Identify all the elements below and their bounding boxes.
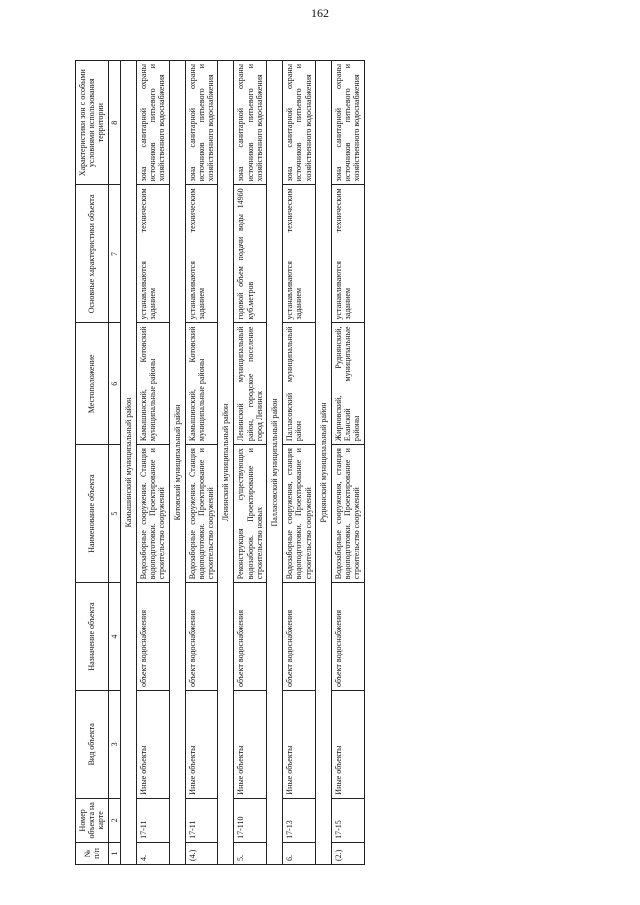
header-cell: Основные характеристики объекта [76,185,109,323]
header-cell: Назначение объекта [76,583,109,691]
section-row [169,61,185,865]
column-number: 8 [108,61,120,185]
header-cell: Вид объекта [76,690,109,798]
map-object-id: 17-13 [283,798,316,842]
row-number: 6. [283,842,316,864]
section-row [218,61,234,865]
object-purpose: объект водоснабжения [331,583,364,691]
table-row [185,61,218,865]
object-characteristics: устанавливаются техническим заданием [136,185,169,323]
header-cell: Характеристики зон с особыми условиями использования территории [76,61,109,185]
object-type: Иные объекты [185,690,218,798]
page-number: 162 [311,6,329,20]
section-title: Палласовский муниципальный район [267,61,283,865]
map-object-id: 17-11 [136,798,169,842]
row-number: (4.) [185,842,218,864]
section-row [120,61,136,865]
object-type: Иные объекты [234,690,267,798]
zone-characteristics: зона санитарной охраны источников питьевого и хозяйственного водоснабжения [331,61,364,185]
header-cell: Местоположение [76,323,109,445]
object-name: Водозаборные сооружения. Станция водоподготовки. Проектирование и строительство сооружений [185,445,218,583]
object-name: Водозаборные сооружения, станция водоподготовки. Проектирование и строительство сооружений [331,445,364,583]
object-characteristics: устанавливаются техническим заданием [331,185,364,323]
column-number: 6 [108,323,120,445]
object-name: Реконструкция существующих водозаборов. Проектирование и строительство новых [234,445,267,583]
object-purpose: объект водоснабжения [185,583,218,691]
table-body [120,61,364,865]
column-number: 7 [108,185,120,323]
column-number: 2 [108,798,120,842]
table-row [136,61,169,865]
row-number: 4. [136,842,169,864]
object-location: Камышинский, Котовский муниципальные районы [185,323,218,445]
section-title: Руднянский муниципальный район [315,61,331,865]
zone-characteristics: зона санитарной охраны источников питьевого и хозяйственного водоснабжения [283,61,316,185]
object-type: Иные объекты [283,690,316,798]
column-number: 3 [108,690,120,798]
object-location: Ленинский муниципальный район, городское поселение город Ленинск [234,323,267,445]
object-type: Иные объекты [331,690,364,798]
object-characteristics: устанавливаются техническим заданием [185,185,218,323]
object-name: Водозаборные сооружения, станция водоподготовки. Проектирование и строительство сооружений [283,445,316,583]
object-name: Водозаборные сооружения. Станция водоподготовки. Проектирование и строительство сооружений [136,445,169,583]
row-number: (2.) [331,842,364,864]
object-characteristics: годовой объем подачи воды 14960 куб.метров [234,185,267,323]
map-object-id: 17-11 [185,798,218,842]
header-cell: Номер объекта на карте [76,798,109,842]
object-purpose: объект водоснабжения [283,583,316,691]
section-row [267,61,283,865]
table-row [331,61,364,865]
column-number-row [108,61,120,865]
zone-characteristics: зона санитарной охраны источников питьевого и хозяйственного водоснабжения [234,61,267,185]
object-location: Жирновский, Руднянский, Еланский муниципальные районы [331,323,364,445]
object-location: Палласовский муниципальный район [283,323,316,445]
row-number: 5. [234,842,267,864]
object-purpose: объект водоснабжения [136,583,169,691]
object-purpose: объект водоснабжения [234,583,267,691]
section-title: Ленинский муниципальный район [218,61,234,865]
table-row [283,61,316,865]
objects-table [75,60,365,865]
rotated-table-container [75,60,535,865]
map-object-id: 17-15 [331,798,364,842]
table-row [234,61,267,865]
header-cell: № п/п [76,842,109,864]
header-cell: Наименование объекта [76,445,109,583]
section-title: Камышинский муниципальный район [120,61,136,865]
map-object-id: 17-110 [234,798,267,842]
object-characteristics: устанавливаются техническим заданием [283,185,316,323]
zone-characteristics: зона санитарной охраны источников питьевого и хозяйственного водоснабжения [185,61,218,185]
column-number: 4 [108,583,120,691]
header-row [76,61,109,865]
column-number: 5 [108,445,120,583]
object-type: Иные объекты [136,690,169,798]
object-location: Камышинский, Котовский муниципальные районы [136,323,169,445]
section-row [315,61,331,865]
section-title: Котовский муниципальный район [169,61,185,865]
column-number: 1 [108,842,120,864]
zone-characteristics: зона санитарной охраны источников питьевого и хозяйственного водоснабжения [136,61,169,185]
